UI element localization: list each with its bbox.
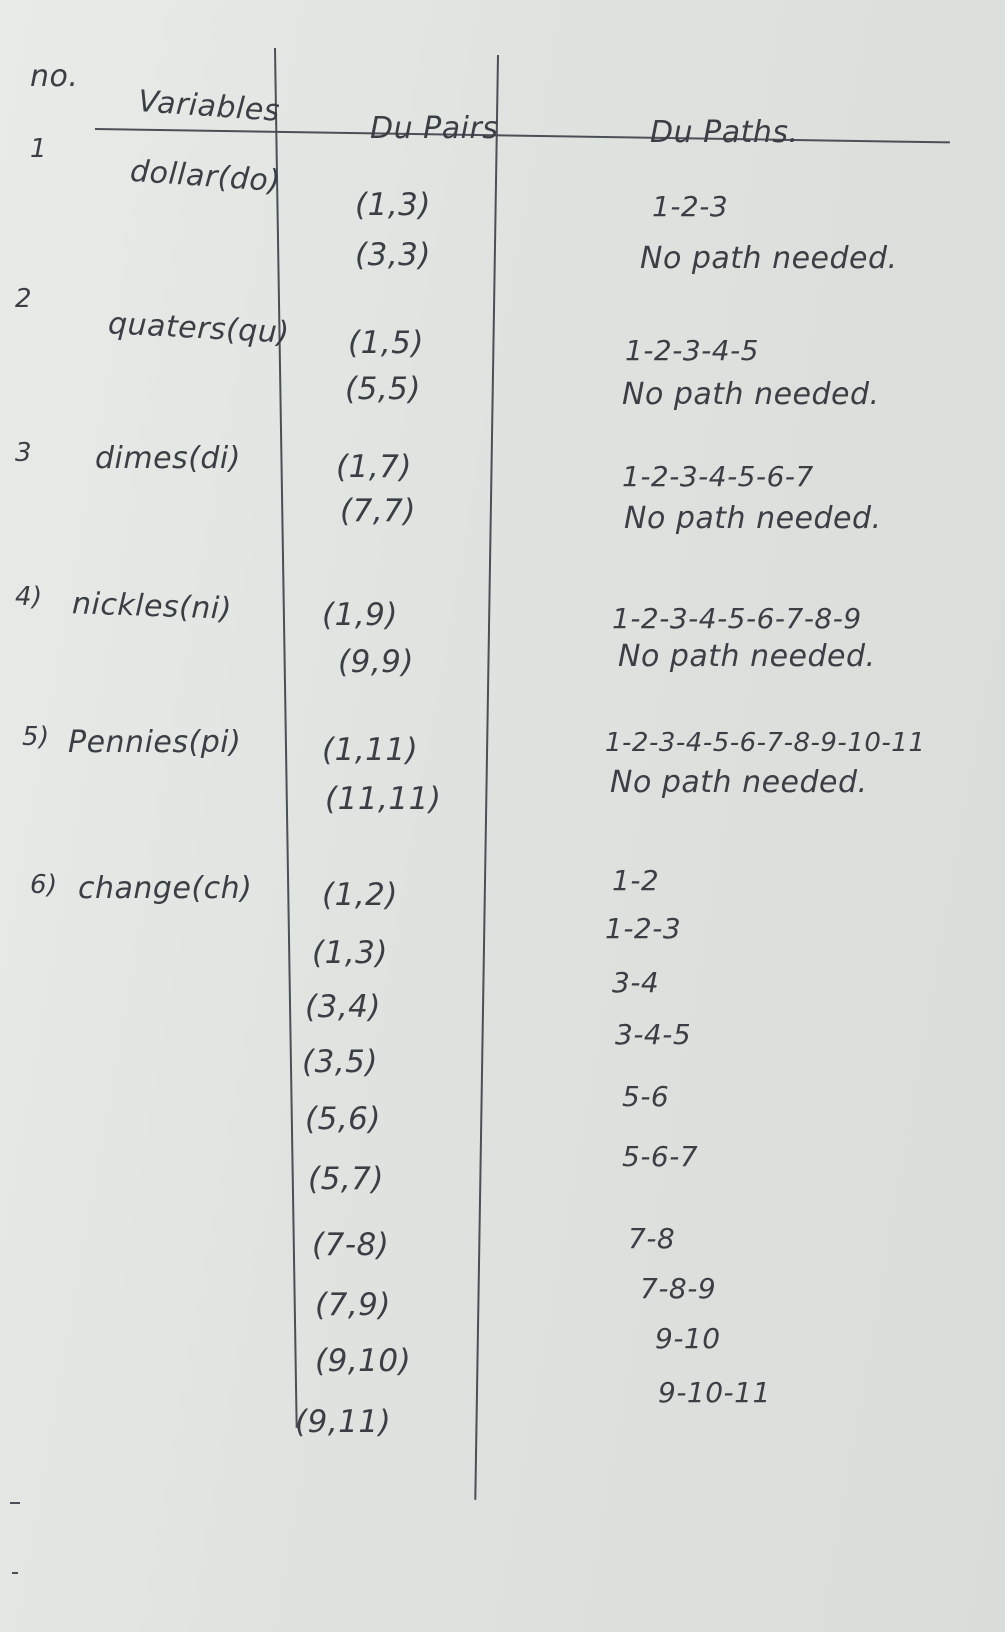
column-divider-2 [474,55,499,1500]
row-1-variable: dollar(do) [128,153,282,200]
row-6-path-7: 7-8 [628,1222,676,1255]
row-6-path-2: 1-2-3 [605,912,682,945]
row-1-pair-1: (1,3) [355,187,431,223]
row-3-no: 3 [15,438,33,468]
row-6-path-9: 9-10 [655,1322,721,1355]
row-6-no: 6) [30,870,58,900]
row-3-path-1: 1-2-3-4-5-6-7 [622,460,814,493]
row-6-path-5: 5-6 [622,1080,670,1113]
row-6-pair-7: (7-8) [312,1227,390,1263]
row-5-pair-2: (11,11) [325,781,442,817]
row-5-variable: Pennies(pi) [68,725,242,760]
row-6-pair-4: (3,5) [302,1044,378,1080]
row-5-path-2: No path needed. [610,765,868,800]
row-4-variable: nickles(ni) [71,586,233,627]
row-6-path-1: 1-2 [612,864,660,897]
row-2-pair-1: (1,5) [348,325,424,361]
row-3-variable: dimes(di) [95,441,241,476]
row-2-variable: quaters(qu) [107,306,291,351]
row-6-pair-2: (1,3) [312,935,388,971]
row-1-pair-2: (3,3) [355,237,431,273]
row-6-pair-8: (7,9) [315,1287,391,1323]
row-6-path-8: 7-8-9 [640,1272,717,1305]
row-3-pair-2: (7,7) [340,493,416,529]
row-4-path-2: No path needed. [618,639,876,674]
row-4-pair-1: (1,9) [322,597,398,633]
row-3-pair-1: (1,7) [336,449,412,485]
header-no: no. [30,59,79,94]
row-6-variable: change(ch) [78,871,253,906]
row-6-path-6: 5-6-7 [622,1140,699,1173]
row-5-path-1: 1-2-3-4-5-6-7-8-9-10-11 [605,728,926,758]
row-6-pair-6: (5,7) [308,1161,384,1197]
row-2-path-1: 1-2-3-4-5 [625,334,759,367]
column-divider-1 [274,48,298,1428]
row-6-path-10: 9-10-11 [658,1376,771,1409]
pen-mark [10,1502,20,1504]
row-4-pair-2: (9,9) [338,644,414,680]
header-variables: Variables [136,84,282,129]
row-2-no: 2 [15,284,33,314]
row-3-path-2: No path needed. [624,501,882,536]
row-6-pair-3: (3,4) [305,989,381,1025]
row-6-pair-5: (5,6) [305,1101,381,1137]
row-5-no: 5) [22,722,50,752]
row-1-path-1: 1-2-3 [652,190,729,223]
row-1-no: 1 [30,134,48,164]
row-1-path-2: No path needed. [640,241,898,276]
row-6-path-3: 3-4 [612,966,660,999]
row-4-no: 4) [15,582,43,612]
row-4-path-1: 1-2-3-4-5-6-7-8-9 [612,602,862,635]
row-5-pair-1: (1,11) [322,732,419,768]
row-6-pair-10: (9,11) [295,1404,392,1440]
pen-mark [12,1572,18,1574]
row-2-pair-2: (5,5) [345,371,421,407]
row-6-pair-1: (1,2) [322,877,398,913]
row-2-path-2: No path needed. [622,377,880,412]
header-du-paths: Du Paths. [650,115,799,150]
row-6-pair-9: (9,10) [315,1343,412,1379]
header-underline [95,128,950,143]
header-du-pairs: Du Pairs [370,111,499,146]
row-6-path-4: 3-4-5 [615,1018,692,1051]
